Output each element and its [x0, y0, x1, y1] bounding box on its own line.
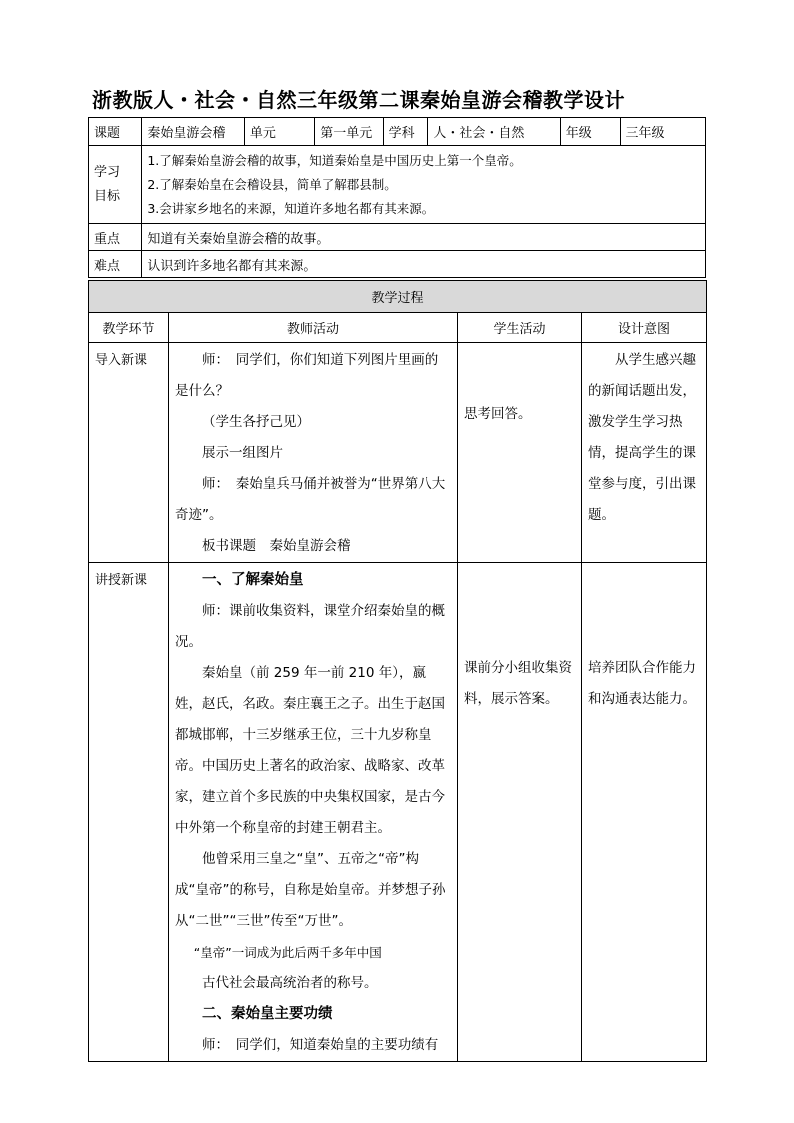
- objective-item: 3.会讲家乡地名的来源，知道许多地名都有其来源。: [147, 201, 435, 216]
- objectives-list: [142, 146, 706, 224]
- objectives-label-line1: 学习: [94, 164, 121, 180]
- teacher-paragraph: 师： 同学们，你们知道下列图片里画的是什么？: [175, 352, 439, 399]
- key-point-label: 重点: [89, 224, 142, 251]
- topic-value: 秦始皇游会稽: [142, 118, 244, 146]
- subject-label: 学科: [383, 118, 428, 146]
- table-row: [89, 563, 707, 1062]
- teacher-paragraph: 板书课题 秦始皇游会稽: [202, 538, 351, 554]
- teacher-paragraph: 他曾采用三皇之“皇”、五帝之“帝”构成“皇帝”的称号，自称是始皇帝。并梦想子孙从“二世”“三世”传至“万世”。: [175, 851, 446, 929]
- teacher-paragraph: 师：课前收集资料，课堂介绍秦始皇的概况。: [175, 603, 445, 650]
- unit-value: 第一单元: [315, 118, 383, 146]
- teach-design-intent: [582, 563, 707, 1062]
- subject-value: 人・社会・自然: [428, 118, 560, 146]
- objective-item: 2.了解秦始皇在会稽设县，简单了解郡县制。: [147, 177, 397, 192]
- grade-value: 三年级: [620, 118, 705, 146]
- teach-student-activity: [458, 563, 582, 1062]
- stage-teach: 讲授新课: [89, 563, 169, 1062]
- section-heading: 二、秦始皇主要功绩: [202, 1006, 333, 1022]
- teach-teacher-activity: [169, 563, 458, 1062]
- objectives-label: [89, 146, 142, 224]
- teacher-paragraph: 展示一组图片: [202, 445, 283, 461]
- intro-teacher-activity: [169, 343, 458, 563]
- teacher-paragraph: 古代社会最高统治者的称号。: [202, 975, 378, 991]
- student-activity-text: 思考回答。: [464, 406, 532, 422]
- key-point-value: 知道有关秦始皇游会稽的故事。: [142, 224, 706, 251]
- info-table: [88, 117, 706, 278]
- objectives-label-line2: 目标: [94, 188, 121, 204]
- intro-design-intent: [582, 343, 707, 563]
- design-intent-text: 培养团队合作能力和沟通表达能力。: [588, 660, 696, 707]
- topic-label: 课题: [89, 118, 142, 146]
- student-activity-text: 课前分小组收集资料，展示答案。: [464, 660, 572, 707]
- grade-label: 年级: [560, 118, 620, 146]
- column-header-intent: 设计意图: [582, 313, 707, 343]
- difficulty-value: 认识到许多地名都有其来源。: [142, 251, 706, 278]
- column-header-stage: 教学环节: [89, 313, 169, 343]
- document-title: 浙教版人・社会・自然三年级第二课秦始皇游会稽教学设计: [92, 88, 625, 112]
- table-row: [89, 343, 707, 563]
- column-header-teacher: 教师活动: [169, 313, 458, 343]
- design-intent-text: 从学生感兴趣的新闻话题出发，激发学生学习热情，提高学生的课堂参与度，引出课题。: [588, 352, 696, 523]
- column-header-student: 学生活动: [458, 313, 582, 343]
- teacher-paragraph: （学生各抒己见）: [202, 414, 310, 430]
- teacher-paragraph: 师： 同学们，知道秦始皇的主要功绩有: [202, 1037, 439, 1053]
- intro-student-activity: [458, 343, 582, 563]
- process-header: 教学过程: [89, 281, 707, 313]
- teacher-paragraph: 秦始皇（前 259 年一前 210 年），嬴姓，赵氏，名政。秦庄襄王之子。出生于赵国都城邯郸，十三岁继承王位，三十九岁称皇帝。中国历史上著名的政治家、战略家、改革家，建立首个多民族的中央集权国家，是古今中外第一个称皇帝的封建王朝君主。: [175, 665, 445, 836]
- process-table: [88, 280, 707, 1062]
- teacher-paragraph: 师： 秦始皇兵马俑并被誉为“世界第八大奇迹”。: [175, 476, 446, 523]
- objective-item: 1.了解秦始皇游会稽的故事，知道秦始皇是中国历史上第一个皇帝。: [147, 153, 522, 168]
- difficulty-label: 难点: [89, 251, 142, 278]
- teacher-paragraph: “皇帝”一词成为此后两千多年中国: [193, 945, 382, 960]
- section-heading: 一、了解秦始皇: [202, 572, 304, 588]
- unit-label: 单元: [244, 118, 314, 146]
- stage-intro: 导入新课: [89, 343, 169, 563]
